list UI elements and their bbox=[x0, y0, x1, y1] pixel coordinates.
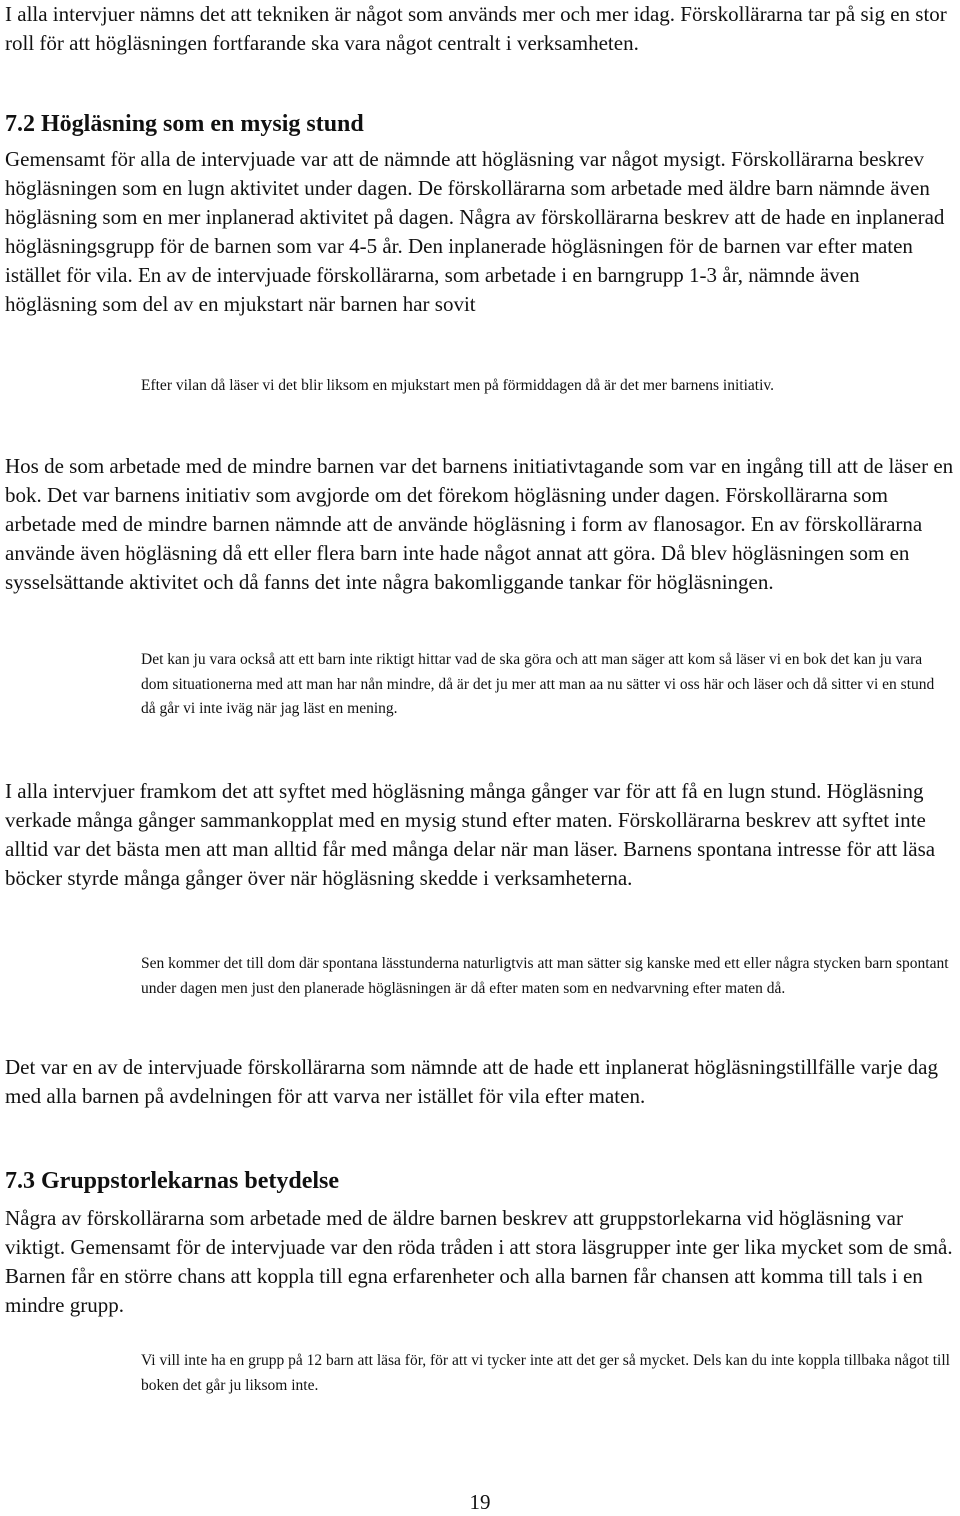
paragraph-younger-children: Hos de som arbetade med de mindre barnen var det barnens initiativtagande som var en ingång till att de läser en bok. Det var barnens initiativ som avgjorde om det förekom högläsning under dagen. Förskollärarna som arbetade med de mindre barnen nämnde att de använde högläsning i form av flanosagor. En av förskollärarna använde även högläsning då ett eller flera barn inte hade något annat att göra. Då blev högläsningen som en sysselsättande aktivitet och då fanns det inte några bakomliggande tankar för högläsningen. bbox=[5, 454, 954, 594]
paragraph-purpose: I alla intervjuer framkom det att syftet med högläsning många gånger var för att få en lugn stund. Högläsning verkade många gånger sammankopplat med en mysig stund efter maten. Förskollärarna beskrev att syftet inte alltid var det bästa men att man alltid får med många delar när man läser. Barnens spontana intresse för att läsa böcker styrde många gånger över när högläsning skedde i verksamheterna. bbox=[5, 779, 936, 890]
section-heading-7-3: 7.3 Gruppstorlekarnas betydelse bbox=[5, 1168, 340, 1194]
page-number: 19 bbox=[469, 1490, 491, 1514]
paragraph-intro: I alla intervjuer nämns det att tekniken är något som används mer och mer idag. Förskollärarna tar på sig en stor roll för att högläsningen fortfarande ska vara något centralt i verksamheten. bbox=[5, 2, 947, 55]
paragraph-group-size: Några av förskollärarna som arbetade med de äldre barnen beskrev att gruppstorlekarna vid högläsning var viktigt. Gemensamt för de intervjuade var den röda tråden i att stora läsgrupper inte ger lika mycket som de små. Barnen får en större chans att koppla till egna erfarenheter och alla barnen får chansen att komma till tals i en mindre grupp. bbox=[5, 1206, 953, 1317]
paragraph-planned-reading: Det var en av de intervjuade förskollärarna som nämnde att de hade ett inplanerat högläsningstillfälle varje dag med alla barnen på avdelningen för att varva ner istället för vila efter maten. bbox=[5, 1055, 938, 1108]
section-heading-7-2: 7.2 Högläsning som en mysig stund bbox=[5, 111, 364, 137]
quote-read-a-book: Det kan ju vara också att ett barn inte riktigt hittar vad de ska göra och att man säger att kom så läser vi en bok det kan ju vara dom situationerna med att man har nån mindre, då är det ju mer att man aa nu sätter vi oss här och läser och då sitter vi en stund då går vi inte iväg när jag läst en mening. bbox=[141, 651, 935, 717]
quote-spontaneous: Sen kommer det till dom där spontana lässtunderna naturligtvis att man sätter sig kanske med ett eller några stycken barn spontant under dagen men just den planerade högläsningen är då efter maten som en nedvarvning efter maten då. bbox=[141, 955, 949, 997]
quote-soft-start: Efter vilan då läser vi det blir liksom en mjukstart men på förmiddagen då är det mer barnens initiativ. bbox=[141, 377, 775, 394]
quote-group-of-twelve: Vi vill inte ha en grupp på 12 barn att läsa för, för att vi tycker inte att det ger så mycket. Dels kan du inte koppla tillbaka något till boken det går ju liksom inte. bbox=[141, 1352, 950, 1394]
paragraph-cozy-moment: Gemensamt för alla de intervjuade var att de nämnde att högläsning var något mysigt. Förskollärarna beskrev högläsningen som en lugn aktivitet under dagen. De förskollärarna som arbetade med äldre barn nämnde även högläsning som en mer inplanerad aktivitet på dagen. Några av förskollärarna beskrev att de hade en inplanerad högläsningsgrupp för de barnen som var 4-5 år. Den inplanerade högläsningen för de barnen var efter maten istället för vila. En av de intervjuade förskollärarna, som arbetade i en barngrupp 1-3 år, nämnde även högläsning som del av en mjukstart när barnen har sovit bbox=[5, 147, 945, 316]
